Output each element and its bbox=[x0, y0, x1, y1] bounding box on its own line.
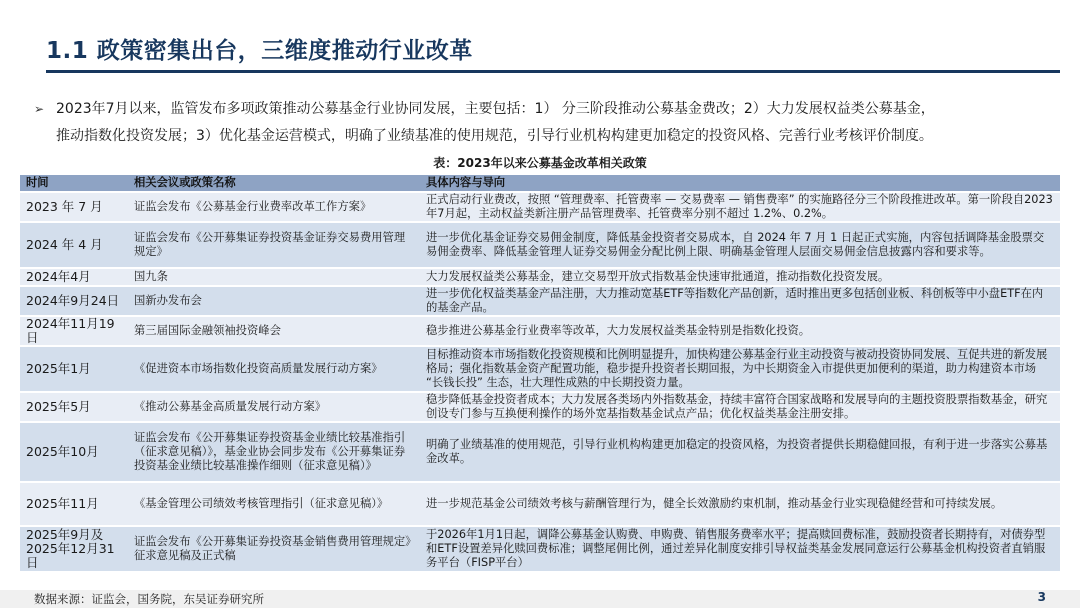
cell-content: 目标推动资本市场指数化投资规模和比例明显提升，加快构建公募基金行业主动投资与被动投资协同发展、互促共进的新发展格局；强化指数基金资产配置功能，稳步提升投资者长期回报，为中长期资金入市提供更加便利的渠道，助力构建资本市场 “长钱长投” 生态，壮大理性成熟的中长期投资力量。 bbox=[420, 346, 1060, 392]
cell-content: 进一步优化权益类基金产品注册，大力推动宽基ETF等指数化产品创新，适时推出更多包括创业板、科创板等中小盘ETF在内的基金产品。 bbox=[420, 286, 1060, 316]
table-row bbox=[20, 422, 1060, 482]
data-source: 数据来源：证监会，国务院，东吴证券研究所 bbox=[34, 592, 264, 606]
cell-time: 2025年5月 bbox=[20, 392, 128, 422]
cell-policy: 《基金管理公司绩效考核管理指引（征求意见稿）》 bbox=[128, 482, 420, 526]
table-row bbox=[20, 482, 1060, 526]
table-row bbox=[20, 286, 1060, 316]
title-underline bbox=[46, 70, 1060, 73]
cell-time: 2025年1月 bbox=[20, 346, 128, 392]
cell-content: 进一步优化基金证券交易佣金制度，降低基金投资者交易成本，自 2024 年 7 月 1 日起正式实施，内容包括调降基金股票交易佣金费率、降低基金管理人证券交易佣金分配比例上限、明确基金管理人层面交易佣金信息披露内容和要求等。 bbox=[420, 222, 1060, 268]
cell-policy: 国新办发布会 bbox=[128, 286, 420, 316]
cell-policy: 《促进资本市场指数化投资高质量发展行动方案》 bbox=[128, 346, 420, 392]
cell-content: 明确了业绩基准的使用规范，引导行业机构构建更加稳定的投资风格，为投资者提供长期稳健回报，有利于进一步落实公募基金改革。 bbox=[420, 422, 1060, 482]
table-row bbox=[20, 268, 1060, 286]
table-caption: 表：2023年以来公募基金改革相关政策 bbox=[433, 156, 647, 170]
table-row bbox=[20, 192, 1060, 222]
arrow-bullet-icon: ➢ bbox=[34, 102, 45, 116]
cell-time: 2023 年 7 月 bbox=[20, 192, 128, 222]
page-number: 3 bbox=[1037, 590, 1046, 604]
cell-time: 2024年11月19日 bbox=[20, 316, 128, 346]
table-row bbox=[20, 392, 1060, 422]
cell-policy: 证监会发布《公开募集证券投资基金业绩比较基准指引（征求意见稿）》，基金业协会同步发布《公开募集证券投资基金业绩比较基准操作细则（征求意见稿）》 bbox=[128, 422, 420, 482]
table-row bbox=[20, 222, 1060, 268]
cell-time: 2025年11月 bbox=[20, 482, 128, 526]
cell-content: 进一步规范基金公司绩效考核与薪酬管理行为，健全长效激励约束机制，推动基金行业实现稳健经营和可持续发展。 bbox=[420, 482, 1060, 526]
cell-time: 2025年9月及2025年12月31日 bbox=[20, 526, 128, 572]
table-row bbox=[20, 526, 1060, 572]
cell-policy: 《推动公募基金高质量发展行动方案》 bbox=[128, 392, 420, 422]
intro-paragraph bbox=[34, 96, 1054, 150]
cell-time: 2024 年 4 月 bbox=[20, 222, 128, 268]
cell-content: 稳步推进公募基金行业费率等改革，大力发展权益类基金特别是指数化投资。 bbox=[420, 316, 1060, 346]
cell-time: 2025年10月 bbox=[20, 422, 128, 482]
cell-content: 正式启动行业费改，按照 “管理费率、托管费率 — 交易费率 — 销售费率” 的实施路径分三个阶段推进改革。第一阶段自2023年7月起，主动权益类新注册产品管理费率、托管费率分别不超过 1.2%、0.2%。 bbox=[420, 192, 1060, 222]
cell-content: 稳步降低基金投资者成本；大力发展各类场内外指数基金，持续丰富符合国家战略和发展导向的主题投资股票指数基金，研究创设专门参与互换便利操作的场外宽基指数基金试点产品；优化权益类基金注册安排。 bbox=[420, 392, 1060, 422]
cell-policy: 国九条 bbox=[128, 268, 420, 286]
table-row bbox=[20, 346, 1060, 392]
page-title: 1.1 政策密集出台，三维度推动行业改革 bbox=[46, 38, 473, 64]
cell-policy: 证监会发布《公募基金行业费率改革工作方案》 bbox=[128, 192, 420, 222]
cell-policy: 证监会发布《公开募集证券投资基金销售费用管理规定》征求意见稿及正式稿 bbox=[128, 526, 420, 572]
cell-policy: 证监会发布《公开募集证券投资基金证券交易费用管理规定》 bbox=[128, 222, 420, 268]
cell-content: 大力发展权益类公募基金，建立交易型开放式指数基金快速审批通道，推动指数化投资发展。 bbox=[420, 268, 1060, 286]
cell-content: 于2026年1月1日起，调降公募基金认购费、申购费、销售服务费率水平；提高赎回费标准，鼓励投资者长期持有，对债券型和ETF设置差异化赎回费标准；调整尾佣比例，通过差异化制度安排引导权益类基金发展同意运行公募基金机构投资者直销服务平台（FISP平台） bbox=[420, 526, 1060, 572]
header-time: 时间 bbox=[20, 175, 128, 192]
header-policy: 相关会议或政策名称 bbox=[128, 175, 420, 192]
cell-policy: 第三届国际金融领袖投资峰会 bbox=[128, 316, 420, 346]
table-header-row bbox=[20, 175, 1060, 192]
cell-time: 2024年4月 bbox=[20, 268, 128, 286]
cell-time: 2024年9月24日 bbox=[20, 286, 128, 316]
header-content: 具体内容与导向 bbox=[420, 175, 1060, 192]
intro-line-2: 推动指数化投资发展；3）优化基金运营模式，明确了业绩基准的使用规范，引导行业机构构建更加稳定的投资风格、完善行业考核评价制度。 bbox=[56, 128, 933, 144]
intro-line-1: 2023年7月以来，监管发布多项政策推动公募基金行业协同发展，主要包括：1） 分三阶段推动公募基金费改；2）大力发展权益类公募基金， bbox=[56, 101, 935, 117]
policy-table bbox=[20, 175, 1060, 573]
table-row bbox=[20, 316, 1060, 346]
